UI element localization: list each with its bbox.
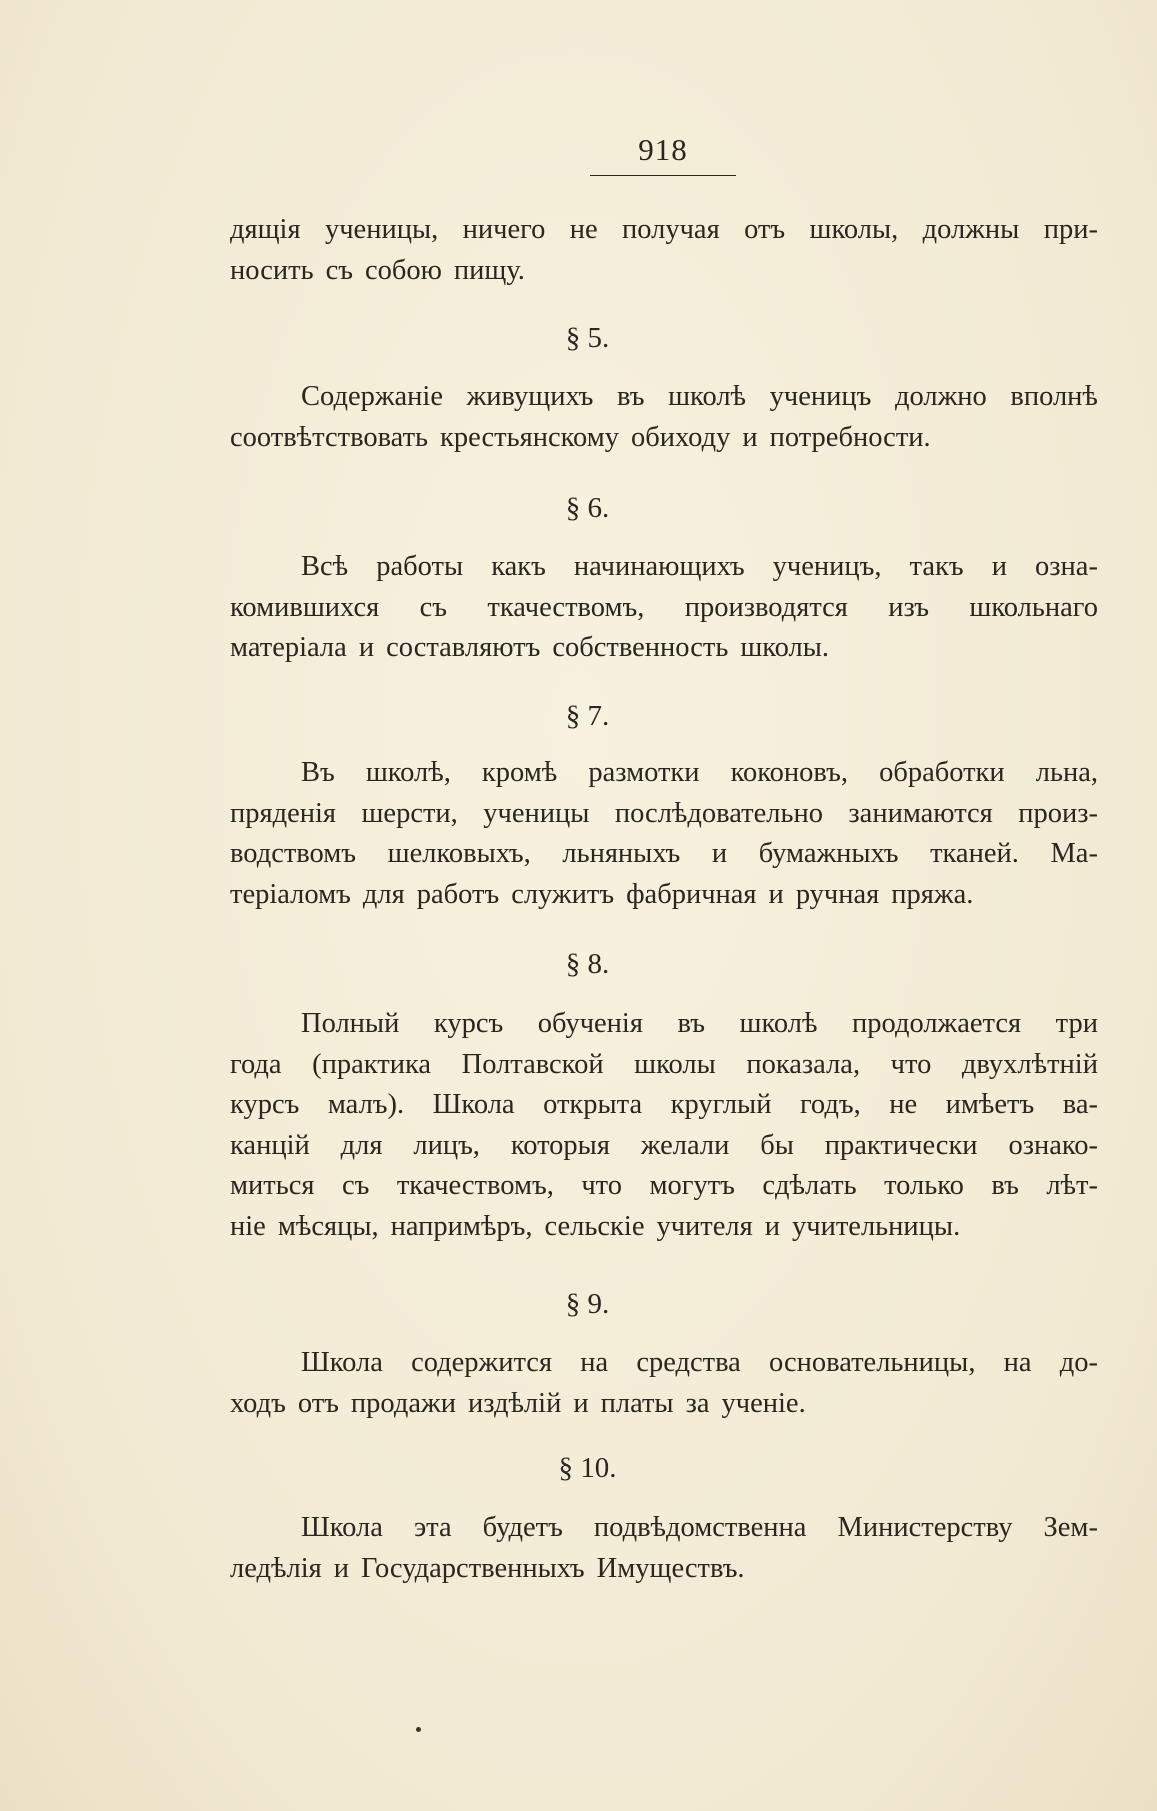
section-heading-7: § 7. bbox=[565, 700, 610, 732]
section-heading-9: § 9. bbox=[565, 1288, 610, 1320]
text-line: Школа эта будетъ подвѣдомственна Министерству Зем- bbox=[301, 1512, 1098, 1543]
text-line: носить съ собою пищу. bbox=[230, 254, 525, 286]
text-line: года (практика Полтавской школы показала, что двухлѣтній bbox=[230, 1048, 1098, 1080]
text-line: Содержаніе живущихъ въ школѣ ученицъ должно вполнѣ bbox=[301, 381, 1098, 412]
text-line: ходъ отъ продажи издѣлій и платы за ученіе. bbox=[230, 1387, 806, 1419]
paragraph-6 bbox=[230, 547, 1098, 669]
paragraph-4-tail bbox=[230, 210, 1098, 291]
text-line: водствомъ шелковыхъ, льняныхъ и бумажныхъ тканей. Ма- bbox=[230, 838, 1098, 870]
paragraph-7 bbox=[230, 753, 1098, 915]
section-heading-6: § 6. bbox=[565, 492, 610, 524]
text-line: Школа содержится на средства основательницы, на до- bbox=[301, 1347, 1098, 1378]
text-line: теріаломъ для работъ служитъ фабричная и ручная пряжа. bbox=[230, 878, 974, 910]
text-line: соотвѣтствовать крестьянскому обиходу и потребности. bbox=[230, 421, 931, 453]
text-line: комившихся съ ткачествомъ, производятся изъ школьнаго bbox=[230, 591, 1098, 623]
text-line: дящія ученицы, ничего не получая отъ школы, должны при- bbox=[230, 214, 1098, 245]
paragraph-5 bbox=[230, 377, 1098, 458]
section-heading-10: § 10. bbox=[558, 1452, 617, 1484]
text-line: канцій для лицъ, которыя желали бы практически ознако- bbox=[230, 1129, 1098, 1161]
text-line: матеріала и составляютъ собственность школы. bbox=[230, 632, 830, 664]
section-heading-8: § 8. bbox=[565, 948, 610, 980]
text-line: ніе мѣсяцы, напримѣръ, сельскіе учителя и учительницы. bbox=[230, 1210, 961, 1242]
paragraph-8 bbox=[230, 1004, 1098, 1248]
paragraph-10 bbox=[230, 1508, 1098, 1589]
text-line: Въ школѣ, кромѣ размотки коконовъ, обработки льна, bbox=[301, 757, 1098, 788]
text-line: ледѣлія и Государственныхъ Имуществъ. bbox=[230, 1552, 745, 1584]
text-line: пряденія шерсти, ученицы послѣдовательно занимаются произ- bbox=[230, 797, 1098, 829]
text-line: Всѣ работы какъ начинающихъ ученицъ, такъ и озна- bbox=[301, 551, 1098, 582]
text-line: курсъ малъ). Школа открыта круглый годъ, не имѣетъ ва- bbox=[230, 1089, 1098, 1121]
section-heading-5: § 5. bbox=[565, 322, 610, 354]
page-number-rule bbox=[590, 175, 736, 176]
page-number: 918 bbox=[638, 132, 688, 167]
paragraph-9 bbox=[230, 1343, 1098, 1424]
ink-speck bbox=[416, 1727, 421, 1732]
text-line: миться съ ткачествомъ, что могутъ сдѣлать только въ лѣт- bbox=[230, 1170, 1098, 1202]
text-line: Полный курсъ обученія въ школѣ продолжается три bbox=[301, 1008, 1098, 1039]
